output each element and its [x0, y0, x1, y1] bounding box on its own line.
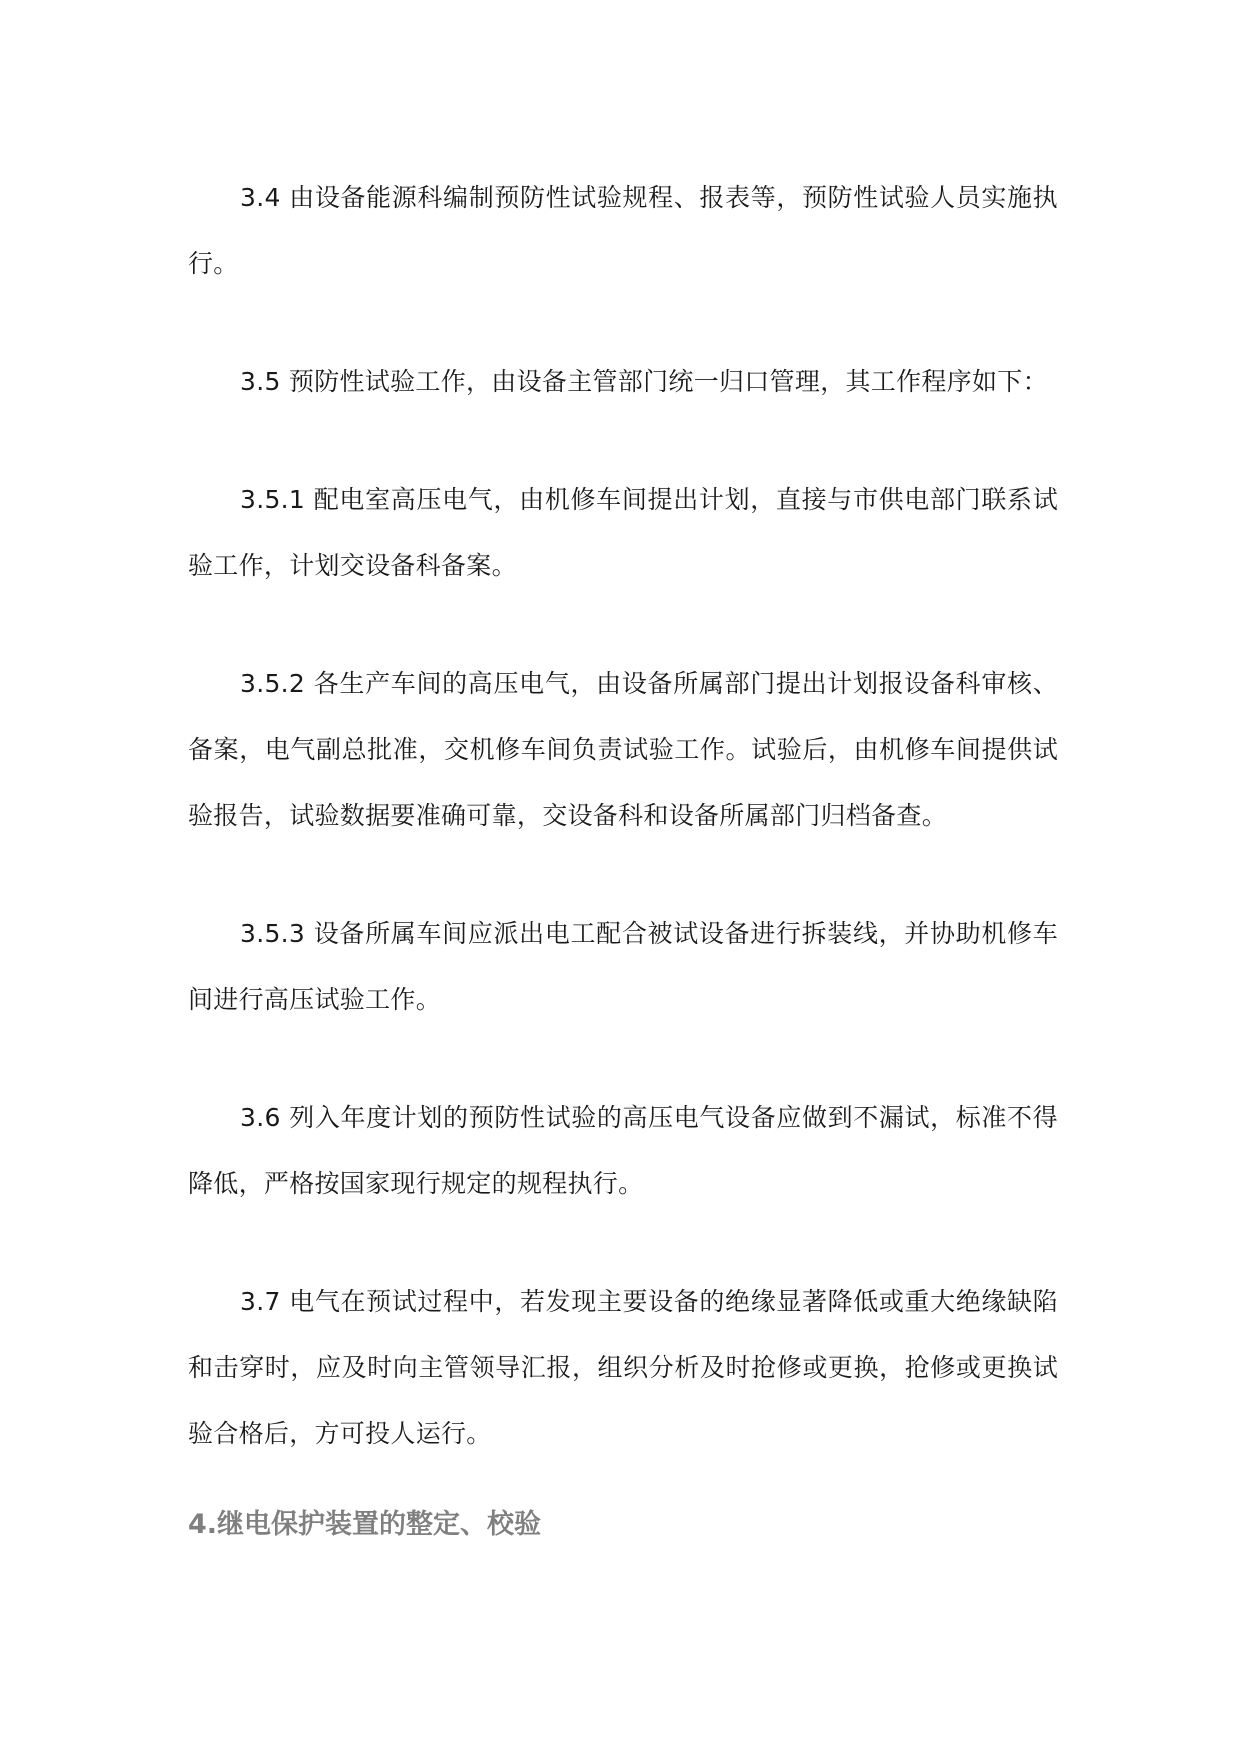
paragraph-3-5-3: 3.5.3 设备所属车间应派出电工配合被试设备进行拆装线，并协助机修车间进行高压试验工作。: [188, 919, 1058, 1014]
document-body: [188, 165, 1058, 1553]
paragraph-3-7: 3.7 电气在预试过程中，若发现主要设备的绝缘显著降低或重大绝缘缺陷和击穿时，应及时向主管领导汇报，组织分析及时抢修或更换，抢修或更换试验合格后，方可投人运行。: [188, 1287, 1058, 1448]
section-heading-4: 4.继电保护装置的整定、校验: [188, 1509, 542, 1540]
paragraph-3-5-1: 3.5.1 配电室高压电气，由机修车间提出计划，直接与市供电部门联系试验工作，计划交设备科备案。: [188, 485, 1058, 580]
paragraph-3-6: 3.6 列入年度计划的预防性试验的高压电气设备应做到不漏试，标准不得降低，严格按国家现行规定的规程执行。: [188, 1103, 1058, 1198]
paragraph-3-5-2: 3.5.2 各生产车间的高压电气，由设备所属部门提出计划报设备科审核、备案，电气副总批准，交机修车间负责试验工作。试验后，由机修车间提供试验报告，试验数据要准确可靠，交设备科和设备所属部门归档备查。: [188, 669, 1058, 830]
paragraph-3-5: 3.5 预防性试验工作，由设备主管部门统一归口管理，其工作程序如下：: [240, 367, 1048, 396]
paragraph-3-4: 3.4 由设备能源科编制预防性试验规程、报表等，预防性试验人员实施执行。: [188, 183, 1058, 278]
